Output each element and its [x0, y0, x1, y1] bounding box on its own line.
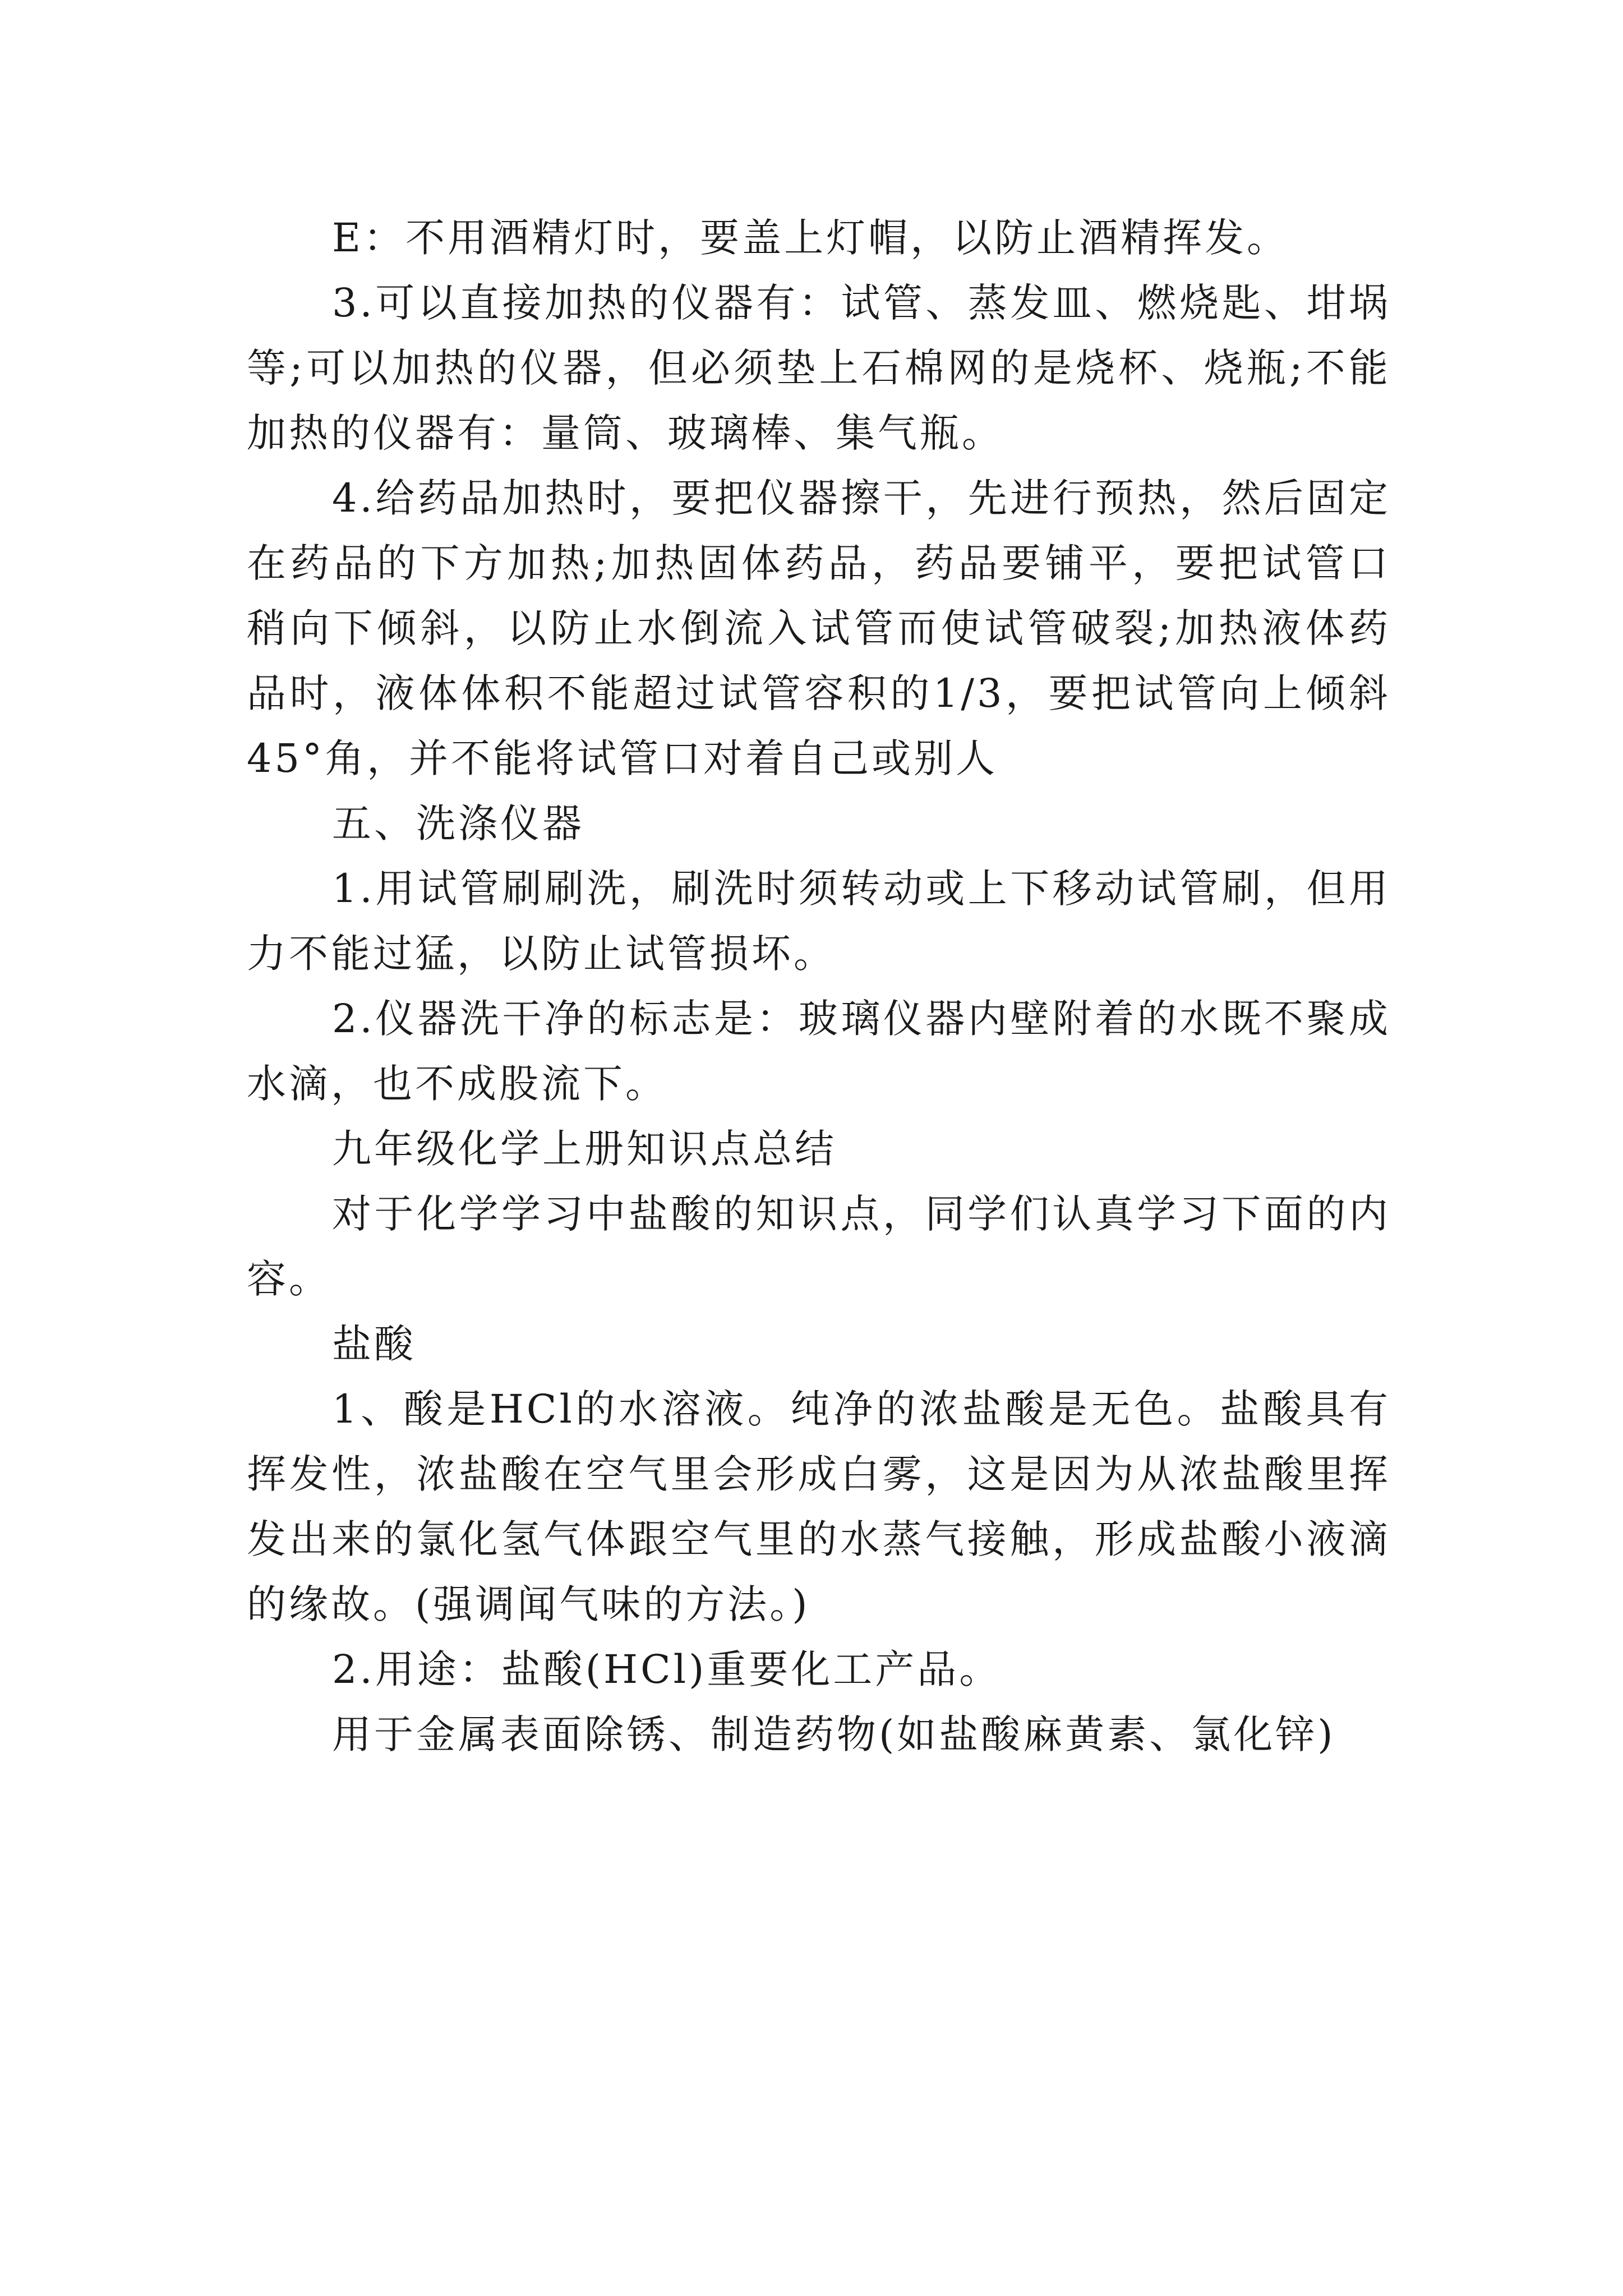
paragraph-clean-sign: 2.仪器洗干净的标志是：玻璃仪器内壁附着的水既不聚成水滴，也不成股流下。: [247, 996, 1391, 1107]
paragraph-hcl-applications: 用于金属表面除锈、制造药物(如盐酸麻黄素、氯化锌): [332, 1711, 1336, 1757]
paragraph-heating-reagents: 4.给药品加热时，要把仪器擦干，先进行预热，然后固定在药品的下方加热;加热固体药品，药品要铺平，要把试管口稍向下倾斜，以防止水倒流入试管而使试管破裂;加热液体药品时，液体体积不能超过试管容积的1/3，要把试管向上倾斜45°角，并不能将试管口对着自己或别人: [247, 475, 1391, 781]
paragraph-alcohol-lamp-cap: E：不用酒精灯时，要盖上灯帽，以防止酒精挥发。: [332, 215, 1289, 261]
paragraph-intro: 对于化学学习中盐酸的知识点，同学们认真学习下面的内容。: [247, 1191, 1391, 1302]
paragraph-hcl-uses: 2.用途：盐酸(HCl)重要化工产品。: [332, 1646, 1002, 1692]
article-title: 九年级化学上册知识点总结: [332, 1126, 837, 1172]
paragraph-tube-brush: 1.用试管刷刷洗，刷洗时须转动或上下移动试管刷，但用力不能过猛，以防止试管损坏。: [247, 866, 1391, 977]
section-heading-washing: 五、洗涤仪器: [332, 800, 584, 846]
paragraph-hcl-properties: 1、酸是HCl的水溶液。纯净的浓盐酸是无色。盐酸具有挥发性，浓盐酸在空气里会形成白雾，这是因为从浓盐酸里挥发出来的氯化氢气体跟空气里的水蒸气接触，形成盐酸小液滴的缘故。(强调闻气味的方法。): [247, 1386, 1391, 1627]
document-page: [247, 205, 1391, 1767]
section-heading-hydrochloric-acid: 盐酸: [332, 1321, 416, 1367]
paragraph-heatable-instruments: 3.可以直接加热的仪器有：试管、蒸发皿、燃烧匙、坩埚等;可以加热的仪器，但必须垫上石棉网的是烧杯、烧瓶;不能加热的仪器有：量筒、玻璃棒、集气瓶。: [247, 280, 1391, 456]
